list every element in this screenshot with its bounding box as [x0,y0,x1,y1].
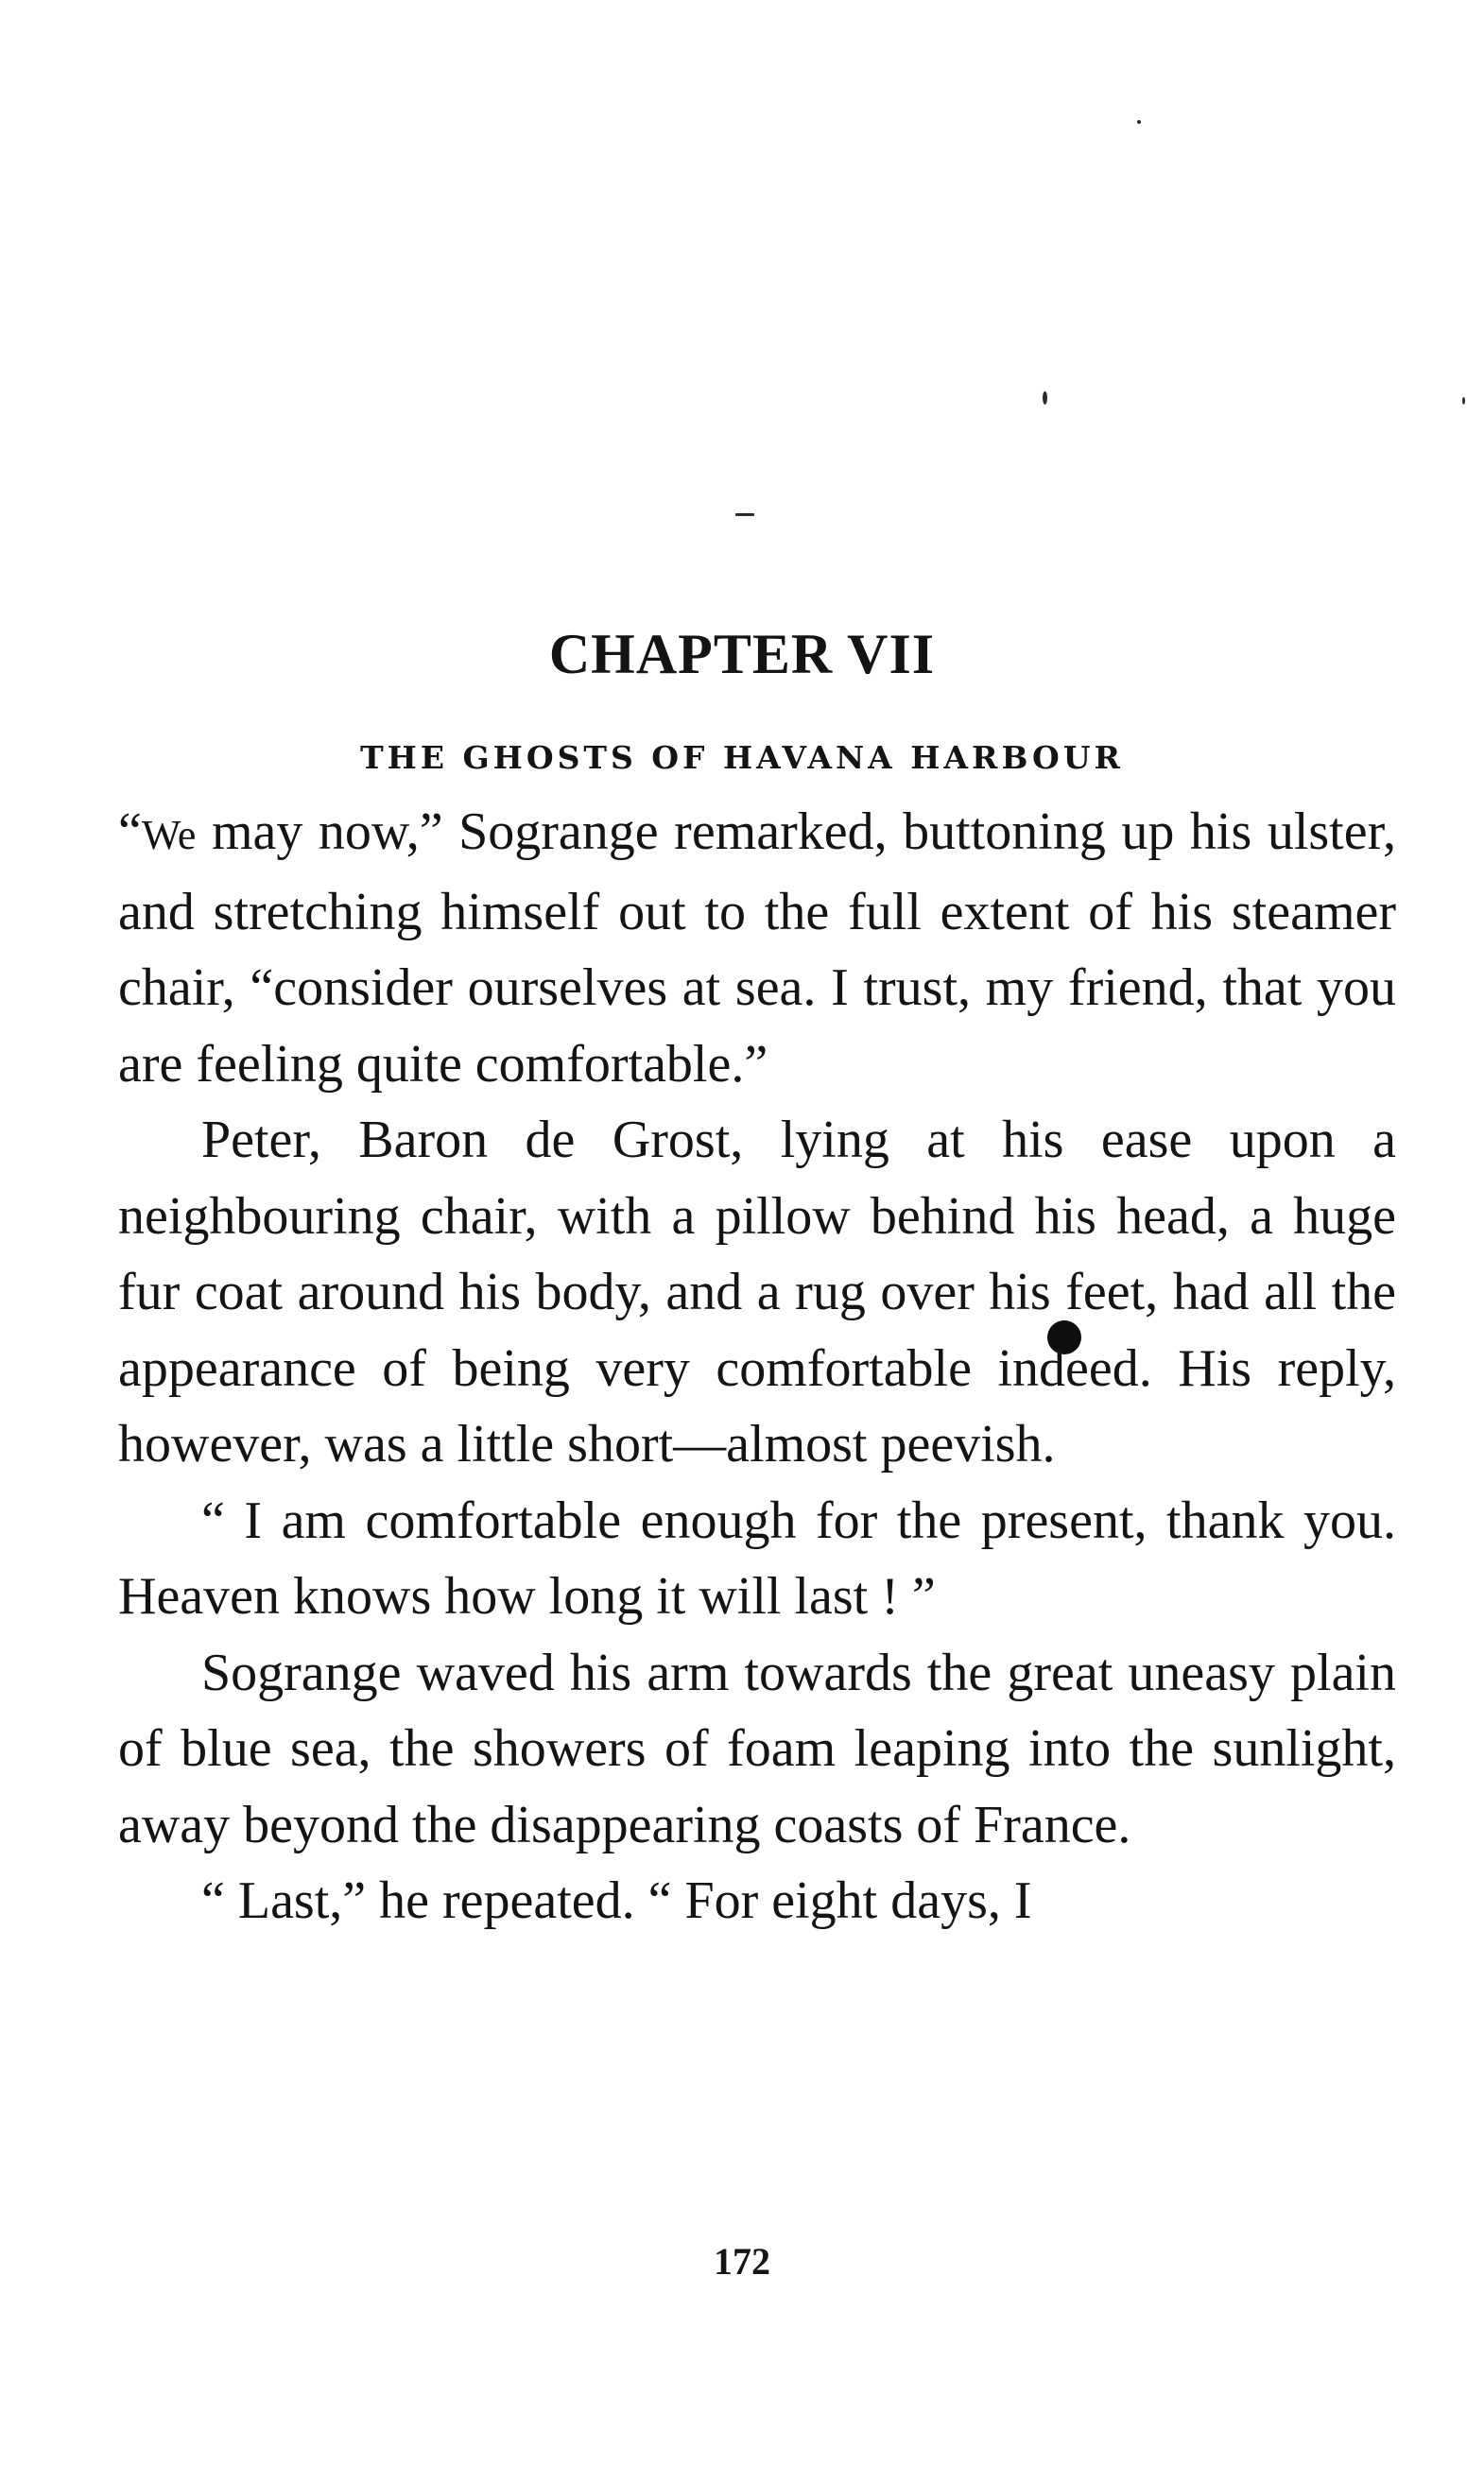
body-text [118,794,1396,1939]
paragraph-5: “ Last,” he repeated. “ For eight days, I [201,1871,1032,1930]
paragraph-1-text: may now,” Sogrange remarked, buttoning up his ulster, and stretching himself out to the full extent of his steamer chair, “consider ourselves at sea. I trust, my friend, that you are feeling quite comfortable.” [118,802,1396,1094]
chapter-subtitle: THE GHOSTS OF HAVANA HARBOUR [360,739,1124,777]
ink-speck [1137,120,1141,124]
ink-speck [1462,397,1465,405]
page-number: 172 [714,2240,770,2283]
paragraph-3: “ I am comfortable enough for the present, thank you. Heaven knows how long it will last ! ” [118,1491,1396,1626]
opening-quote: “ [118,802,142,861]
ink-speck [1043,391,1047,405]
paragraph-2: Peter, Baron de Grost, lying at his ease upon a neighbouring chair, with a pillow behind his head, a huge fur coat around his body, and a rug over his feet, had all the appearance of being very comfortable indeed. His reply, however, was a little short—almost peevish. [118,1111,1396,1474]
chapter-title: CHAPTER VII [548,623,936,686]
paragraph-1 [118,794,1396,1102]
ink-speck [735,513,754,516]
drop-word: We [141,812,197,858]
paragraph-4: Sogrange waved his arm towards the great uneasy plain of blue sea, the showers of foam leaping into the sunlight, away beyond the disappearing coasts of France. [118,1643,1396,1854]
